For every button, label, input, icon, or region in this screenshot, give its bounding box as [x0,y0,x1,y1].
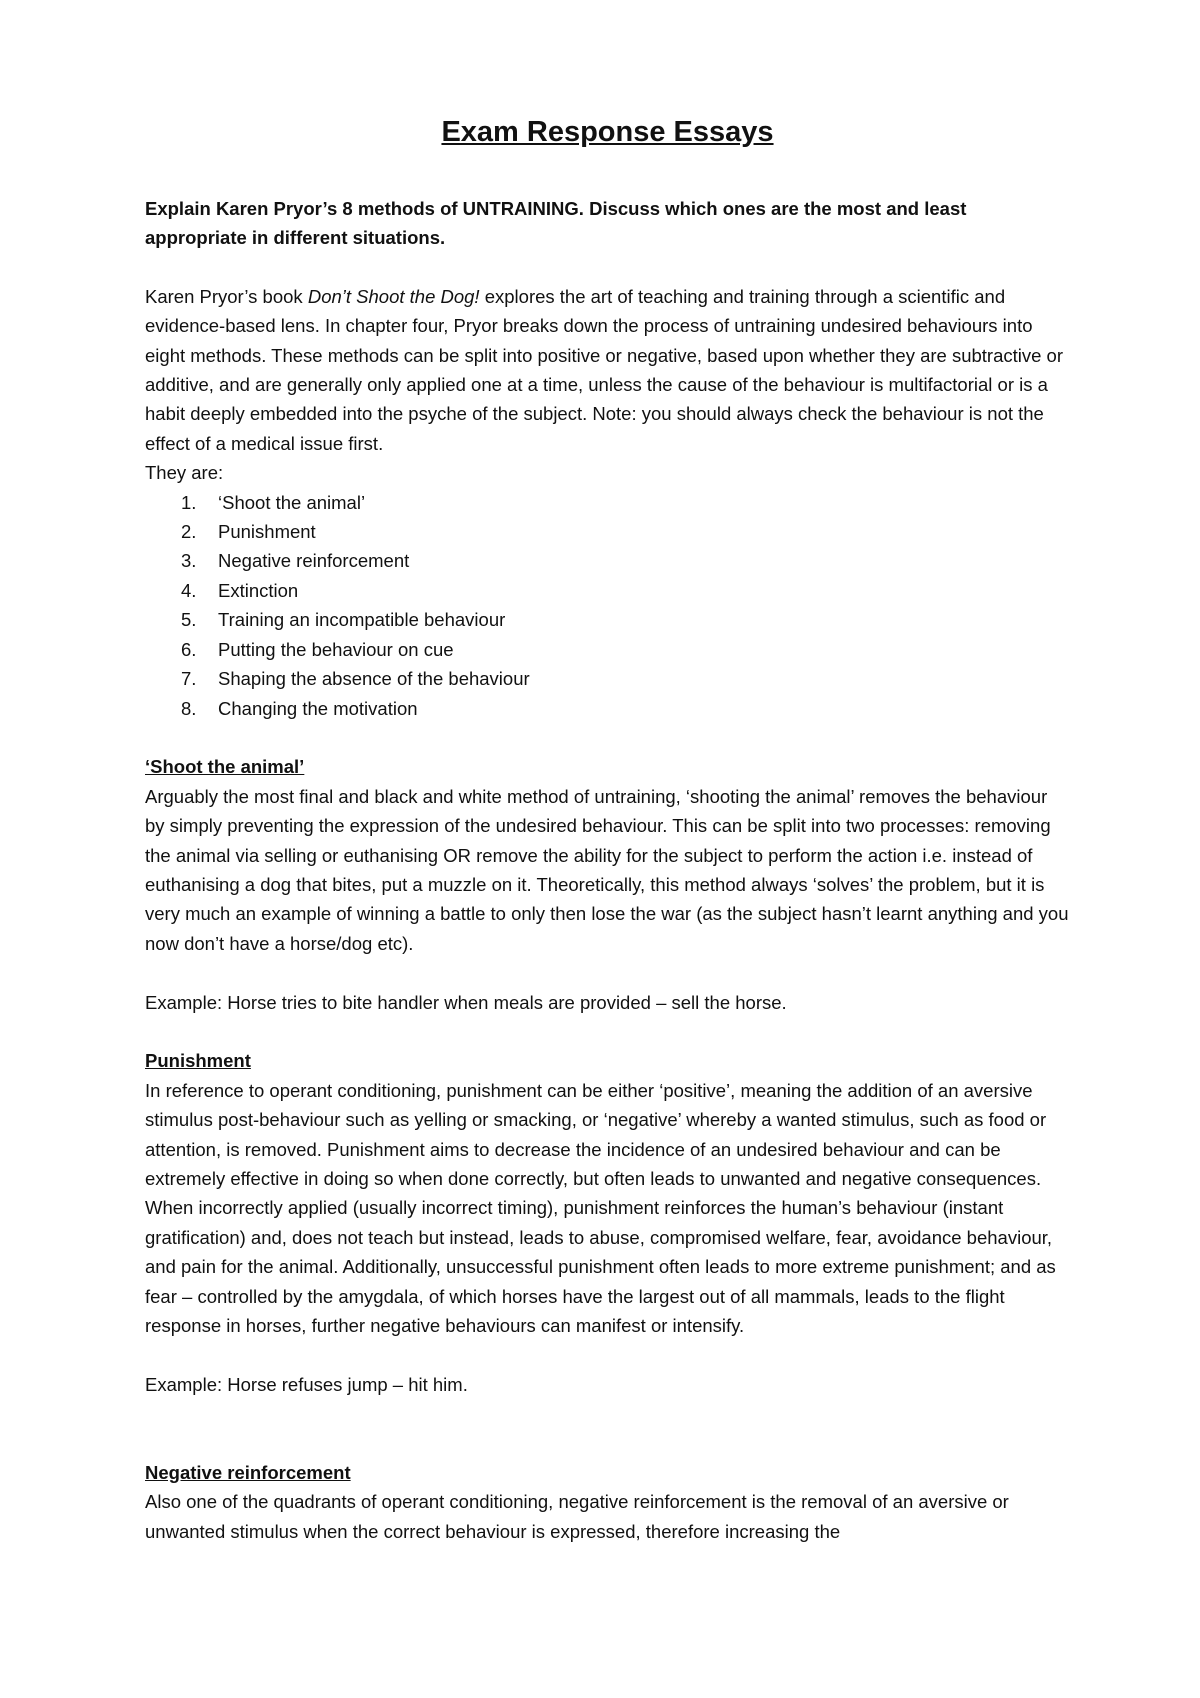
list-number: 2. [181,521,197,543]
methods-list [145,488,1070,723]
list-number: 7. [181,668,197,690]
list-item [145,635,1070,664]
section-heading-negative: Negative reinforcement [145,1461,351,1483]
list-item [145,546,1070,575]
spacer [145,1399,1070,1458]
list-label: Punishment [218,521,316,543]
list-item [145,488,1070,517]
spacer [145,958,1070,987]
list-number: 6. [181,638,197,660]
intro-after-book: explores the art of teaching and training through a scientific and evidence-based lens. In chapter four, Pryor breaks down the process of untraining undesired behaviours into eight methods. These methods can be split into positive or negative, based upon whether they are subtractive or additive, and are generally only applied one at a time, unless the cause of the behaviour is multifactorial or is a habit deeply embedded into the psyche of the subject. Note: you should always check the behaviour is not the effect of a medical issue first. [145,285,1064,454]
list-number: 4. [181,579,197,601]
list-item [145,576,1070,605]
section-example-shoot: Example: Horse tries to bite handler when meals are provided – sell the horse. [145,991,787,1013]
section-heading-shoot: ‘Shoot the animal’ [145,756,305,778]
book-title: Don’t Shoot the Dog! [307,285,480,307]
list-item [145,694,1070,723]
list-label: Training an incompatible behaviour [218,609,506,631]
they-are-label: They are: [145,462,224,484]
intro-paragraph [145,282,1070,458]
list-label: ‘Shoot the animal’ [218,491,366,513]
section-heading-punishment: Punishment [145,1050,251,1072]
list-number: 1. [181,491,197,513]
list-item [145,605,1070,634]
list-label: Putting the behaviour on cue [218,638,454,660]
list-label: Extinction [218,579,299,601]
intro-before-book: Karen Pryor’s book [145,285,308,307]
list-item [145,517,1070,546]
document-title: Exam Response Essays [441,116,774,148]
list-label: Negative reinforcement [218,550,410,572]
list-number: 3. [181,550,197,572]
list-number: 5. [181,609,197,631]
list-label: Changing the motivation [218,697,418,719]
spacer [145,1340,1070,1369]
list-number: 8. [181,697,197,719]
section-example-punishment: Example: Horse refuses jump – hit him. [145,1373,468,1395]
section-body-negative: Also one of the quadrants of operant conditioning, negative reinforcement is the removal of an aversive or unwanted stimulus when the correct behaviour is expressed, therefore increasing the [145,1491,1009,1542]
spacer [145,723,1070,752]
spacer [145,1017,1070,1046]
document-page [145,112,1070,1546]
essay-question: Explain Karen Pryor’s 8 methods of UNTRAINING. Discuss which ones are the most and least appropriate in different situations. [145,198,967,249]
list-item [145,664,1070,693]
section-body-punishment: In reference to operant conditioning, punishment can be either ‘positive’, meaning the addition of an aversive stimulus post-behaviour such as yelling or smacking, or ‘negative’ whereby a wanted stimulus, such as food or attention, is removed. Punishment aims to decrease the incidence of an undesired behaviour and can be extremely effective in doing so when done correctly, but often leads to unwanted and negative consequences. When incorrectly applied (usually incorrect timing), punishment reinforces the human’s behaviour (instant gratification) and, does not teach but instead, leads to abuse, compromised welfare, fear, avoidance behaviour, and pain for the animal. Additionally, unsuccessful punishment often leads to more extreme punishment; and as fear – controlled by the amygdala, of which horses have the largest out of all mammals, leads to the flight response in horses, further negative behaviours can manifest or intensify. [145,1079,1056,1336]
list-label: Shaping the absence of the behaviour [218,668,530,690]
section-body-shoot: Arguably the most final and black and white method of untraining, ‘shooting the animal’ removes the behaviour by simply preventing the expression of the undesired behaviour. This can be split into two processes: removing the animal via selling or euthanising OR remove the ability for the subject to perform the action i.e. instead of euthanising a dog that bites, put a muzzle on it. Theoretically, this method always ‘solves’ the problem, but it is very much an example of winning a battle to only then lose the war (as the subject hasn’t learnt anything and you now don’t have a horse/dog etc). [145,785,1069,954]
